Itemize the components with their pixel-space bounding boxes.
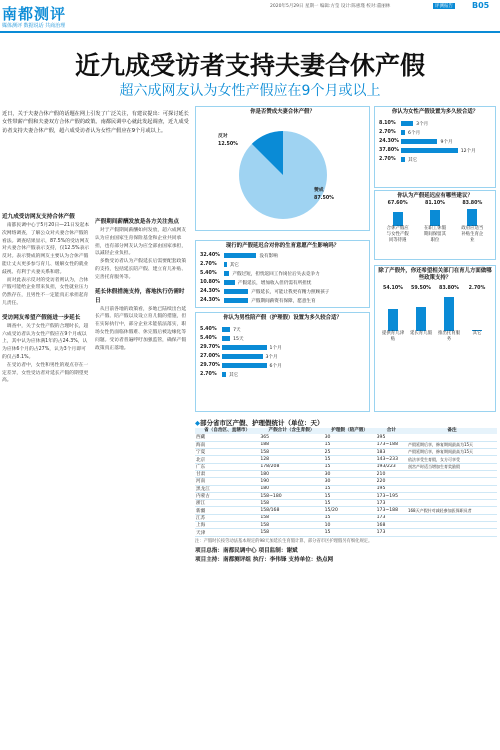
bar-value: 27.00% (200, 354, 220, 359)
body-text: 而对此表示反对的受访者则认为，合休产假可能给企业带来负担，女性就业压力仍然存在，且男性不一定能真正承担起育儿责任。 (2, 277, 89, 306)
pie-value-support: 87.50% (314, 196, 334, 201)
bar-track (444, 291, 454, 331)
bar-value: 2.70% (379, 130, 396, 135)
table-cell: 15 (324, 485, 376, 492)
bar-mark (222, 363, 267, 368)
page-meta: 2020年5月29日 星期一 编辑:方莹 设计:陈惠瑾 校对:董丽林 (270, 4, 391, 9)
table-cell: 15 (324, 456, 376, 463)
bar-row (200, 352, 365, 361)
bar-value: 10.80% (200, 280, 220, 285)
bar-mark (401, 139, 437, 144)
bar-chart-fertility-impact (195, 240, 370, 308)
table-cell: 158/168 (259, 507, 323, 514)
table-row (195, 441, 497, 448)
bar-column (436, 286, 462, 343)
bar-value: 5.40% (200, 336, 217, 341)
bar-value: 24.30% (379, 139, 399, 144)
bar-value: 2.70% (379, 157, 396, 162)
bar-track (393, 206, 403, 226)
table-cell: 依法享受生育假，女方可享受 (407, 456, 497, 463)
bar-row (200, 325, 365, 334)
table-cell (407, 514, 497, 521)
table-row (195, 529, 497, 536)
table-cell: 168 (376, 522, 407, 529)
bar-mark (222, 372, 226, 377)
bar-value: 37.80% (379, 148, 399, 153)
bar-value: 2.70% (200, 262, 217, 267)
table-row (195, 478, 497, 485)
table-cell: 15 (324, 463, 376, 470)
bar-label: 12个月 (460, 148, 476, 154)
bar-value: 5.40% (200, 271, 217, 276)
table-cell: 25 (324, 449, 376, 456)
bar-value: 83.80% (439, 286, 459, 291)
bar-row (379, 155, 491, 164)
bar-row (379, 137, 491, 146)
bar-value: 5.40% (200, 327, 217, 332)
table-cell: 188 (259, 441, 323, 448)
bar-track (430, 206, 440, 226)
bar-row (200, 278, 365, 287)
table-cell: 173~188 (376, 441, 407, 448)
bar-label: 6个月 (269, 363, 282, 369)
bar-label: 9个月 (440, 139, 453, 145)
table-cell (407, 522, 497, 529)
subheadline: 超六成网友认为女性产假应在9个月或以上 (119, 83, 381, 99)
table-cell: 168天产假针对减轻参加医保职员者 (407, 507, 497, 514)
table-cell: 173~188 (376, 507, 407, 514)
bar-row (379, 119, 491, 128)
table-cell: 15/20 (324, 507, 376, 514)
column-logo: 南都测评 (2, 5, 67, 23)
chart-title: 你认为产假延迟应有哪些建议？ (397, 193, 473, 199)
bar-label: 其它 (229, 372, 239, 378)
table-cell: 上海 (195, 522, 259, 529)
section-heading: 延长休假措施支持，落地执行仍需时日 (95, 288, 185, 304)
section-heading: 近九成受访网友支持合休产假 (2, 214, 75, 220)
table-cell: 15 (324, 529, 376, 536)
table-header-cell: 合计 (376, 428, 407, 434)
table-cell: 河南 (195, 478, 259, 485)
table-cell: 30 (324, 478, 376, 485)
table-cell: 183 (376, 449, 407, 456)
bar-value: 2.70% (200, 372, 217, 377)
table-cell: 365 (259, 434, 323, 441)
table-header-cell: 产假合计（含生育假） (259, 428, 323, 434)
section-heading: 受访网友希望产假能进一步延长 (2, 314, 81, 321)
table-note: 注：产假时长按劳动法基本规定的98天加延长生育假计算，部分省市区护理假另有细化规定。 (195, 538, 373, 544)
table-cell: 内蒙古 (195, 492, 259, 499)
body-text: 调查中，关于女性产假的合理时长，超六成受访者认为女性产假应在9个月或以上，其中认为应休满1年的占24.3%，认为应休6个月的占27%，认为3个月即可的仅占8.1%。 (2, 323, 89, 360)
table-cell: 128 (259, 456, 323, 463)
section-badge: 评测报告 (435, 4, 453, 9)
body-text: 对于产假期间薪酬如何发放，超六成网友认为应由国家生育保险基金和企业共同承担，也有部分网友认为应全部由国家承担，以减轻企业负担。 (95, 228, 187, 257)
statistics-table-panel (195, 418, 497, 565)
bar-mark (224, 298, 248, 303)
middle-column (95, 218, 187, 352)
column-slogan: 媒体测评 数据说话 共商治理 (2, 23, 66, 29)
bar-mark (224, 253, 256, 258)
table-cell: 甘肃 (195, 470, 259, 477)
credits-line1: 项目总指：南都民调中心 项目监制：谢斌 (195, 547, 298, 554)
bar-chart-maternity-length (374, 106, 496, 188)
bar-value: 2.70% (468, 286, 486, 291)
table-row (195, 470, 497, 477)
table-row (195, 500, 497, 507)
bar-mark (393, 212, 403, 226)
table-row (195, 514, 497, 521)
bar-mark (430, 210, 440, 226)
table-cell (407, 434, 497, 441)
bar-mark (224, 271, 229, 276)
left-column (2, 213, 90, 385)
table-cell (407, 529, 497, 536)
table-row (195, 485, 497, 492)
chart-title: 除了产假外，你还希望相关部门在育儿方面做哪些政策支持？ (378, 268, 492, 281)
bar-label: 没有影响 (259, 253, 278, 259)
table-cell: 30 (324, 434, 376, 441)
bar-caption: 其它 (472, 331, 482, 336)
bar-mark (222, 327, 230, 332)
lead-paragraph: 近日，关于夫妻合休产假的话题在网上引发了广泛关注，有建议提出：可探讨延长女性带薪产假和夫妻双方合休产假的政策。南都民调中心就此发起调查，近九成受访者支持夫妻合休产假，超六成受访者认为女性产假应在9个月或以上。 (2, 111, 189, 134)
bar-mark (444, 297, 454, 331)
body-text: 在受访者中，女性和男性的观点存在一定差异，女性受访者对延长产假的期望更高。 (2, 362, 89, 384)
table-cell (407, 485, 497, 492)
headline: 近九成受访者支持夫妻合休产假 (74, 51, 425, 80)
bar-mark (401, 121, 413, 126)
table-title-text: 部分省市区产假、护理假统计（单位：天） (200, 419, 324, 427)
bar-mark (467, 209, 477, 226)
bar-label: 产假延长，可能让我更有精力照顾孩子 (251, 289, 330, 295)
bar-caption: 提供育儿津贴 (382, 331, 404, 342)
bar-mark (224, 262, 227, 267)
bar-label: 其它 (408, 157, 418, 163)
table-cell: 宁夏 (195, 449, 259, 456)
table-cell: 30 (324, 470, 376, 477)
bar-value: 81.10% (424, 201, 445, 206)
chart-title: 你认为男性陪产假（护理假）设置为多久较合适？ (223, 315, 342, 321)
bar-column (380, 286, 406, 343)
bar-column (422, 201, 448, 244)
table-cell: 173 (376, 514, 407, 521)
bar-mark (224, 280, 235, 285)
table-cell: 剖宫产时适当增加生育奖励假 (407, 463, 497, 470)
bar-row (379, 146, 491, 155)
bar-row (200, 251, 365, 260)
table-cell: 143~233 (376, 456, 407, 463)
bar-column (464, 286, 490, 343)
bar-mark (222, 336, 230, 341)
bar-column (408, 286, 434, 343)
bar-track (467, 206, 477, 226)
table-cell: 180 (259, 485, 323, 492)
bar-label: 6个月 (408, 130, 421, 136)
table-row (195, 507, 497, 514)
table-row (195, 522, 497, 529)
table-row (195, 456, 497, 463)
bar-caption: 在职工休假期间保留其职位 (424, 226, 446, 243)
bar-row (200, 343, 365, 352)
bar-label: 产假过短，担忧返回工作岗位后失去竞争力 (232, 271, 320, 277)
table-cell (407, 500, 497, 507)
table-cell (407, 478, 497, 485)
bar-row (379, 128, 491, 137)
bar-label: 产假延长，增加收入但仍需有所担忧 (237, 280, 312, 286)
table-cell (407, 470, 497, 477)
bar-caption: 延长育儿假 (410, 331, 432, 336)
bar-column (385, 201, 411, 244)
chart-title: 你认为女性产假设置为多久较合适？ (391, 109, 479, 115)
body-text: 南都民调中心于5月20日—21日发起本次网络调查，了解公众对夫妻合休产假的看法。调查结果显示，87.5%的受访网友对夫妻合休产假表示支持，仅12.5%表示反对。表示赞成的网友主要认为合休产假能让丈夫更多参与育儿、缓解女性的就业歧视、有利于夫妻关系和谐。 (2, 223, 90, 275)
bar-label: 15天 (233, 336, 244, 342)
bar-row (200, 260, 365, 269)
bar-row (200, 334, 365, 343)
table-cell: 15 (324, 500, 376, 507)
bar-value: 24.30% (200, 298, 220, 303)
table-cell: 158 (259, 529, 323, 536)
table-row (195, 449, 497, 456)
pie-value-oppose: 12.50% (218, 142, 238, 147)
table-cell: 158 (259, 522, 323, 529)
table-cell: 西藏 (195, 434, 259, 441)
bar-caption: 推出托育服务 (438, 331, 460, 342)
bar-value: 83.80% (462, 201, 483, 206)
bar-mark (224, 289, 248, 294)
table-header-cell: 省（自治区、直辖市） (195, 428, 259, 434)
table-cell: 产假延期后享，修复期间最高为15天 (407, 441, 497, 448)
bar-label: 3个月 (416, 121, 429, 127)
bar-value: 24.30% (200, 289, 220, 294)
bar-track (416, 291, 426, 331)
table-cell: 15 (324, 441, 376, 448)
table-cell: 黑龙江 (195, 485, 259, 492)
table-cell: 173 (376, 500, 407, 507)
table-row (195, 492, 497, 499)
table-cell: 新疆 (195, 507, 259, 514)
section-heading: 产假期间薪酬发放是各方关注焦点 (95, 219, 179, 225)
bar-value: 29.70% (200, 363, 220, 368)
table-cell: 15 (324, 492, 376, 499)
table-header-cell: 护理假（陪产假） (324, 428, 376, 434)
statistics-table (195, 428, 497, 537)
body-text: 从目前各地的政策看，多地已陆续出台延长产假、陪产假以及设立育儿假的措施，但在实际执行中，部分企业未能依法落实，职场女性仍面临休假难、休完假后被边缘化等问题。受访者普遍呼吁加强监管，确保产假政策真正落地。 (95, 306, 187, 351)
bar-mark (416, 307, 426, 331)
bar-chart-suggestions (374, 190, 496, 260)
table-cell: 158~180 (259, 492, 323, 499)
bar-caption: 合休产假应与女性产假同等待遇 (386, 226, 409, 243)
bar-row (200, 287, 365, 296)
bar-value: 29.70% (200, 345, 220, 350)
table-cell: 158 (259, 514, 323, 521)
table-cell: 193/223 (376, 463, 407, 470)
table-cell: 178/208 (259, 463, 323, 470)
table-cell: 158 (259, 449, 323, 456)
table-cell (407, 492, 497, 499)
table-cell: 江苏 (195, 514, 259, 521)
page-number: B05 (472, 1, 490, 10)
bar-mark (222, 354, 263, 359)
pie-chart-panel (195, 106, 370, 231)
table-cell: 220 (376, 478, 407, 485)
table-cell: 395 (376, 434, 407, 441)
table-cell: 海南 (195, 441, 259, 448)
bar-label: 其它 (229, 262, 239, 268)
body-text: 多数受访者认为产假延长后需要配套政策的支持，包括延长陪产假、建立育儿补贴、完善托育服务等。 (95, 259, 187, 280)
bar-value: 8.10% (379, 121, 396, 126)
table-cell: 广东 (195, 463, 259, 470)
chart-title: 现行的产假延迟合对你的生育意愿产生影响吗？ (225, 243, 340, 249)
bar-mark (222, 345, 267, 350)
table-cell: 180 (259, 470, 323, 477)
bar-mark (401, 157, 405, 162)
bar-row (200, 361, 365, 370)
table-cell: 10 (324, 522, 376, 529)
table-header-cell: 备注 (407, 428, 497, 434)
bar-value: 32.40% (200, 253, 220, 258)
pie-label-support: 赞成 (314, 188, 324, 193)
table-header-row (195, 428, 497, 434)
table-cell: 173~195 (376, 492, 407, 499)
table-row (195, 434, 497, 441)
bullet-icon: ◆ (195, 419, 200, 427)
bar-value: 59.50% (411, 286, 431, 291)
table-cell: 15 (324, 514, 376, 521)
bar-chart-policy-support (374, 265, 496, 412)
table-cell: 浙江 (195, 500, 259, 507)
table-cell: 北京 (195, 456, 259, 463)
table-cell: 产假延期后享，修复期间最高为15天 (407, 449, 497, 456)
bar-label: 7天 (233, 327, 241, 333)
bar-mark (401, 148, 458, 153)
table-title (195, 418, 497, 428)
header-rule (0, 31, 500, 33)
table-cell: 天津 (195, 529, 259, 536)
bar-mark (401, 130, 405, 135)
bar-row (200, 370, 365, 379)
table-cell: 210 (376, 470, 407, 477)
table-cell: 173 (376, 529, 407, 536)
bar-chart-paternity-length (195, 312, 370, 412)
table-cell: 158 (259, 500, 323, 507)
bar-value: 54.10% (383, 286, 403, 291)
table-cell: 190 (259, 478, 323, 485)
bar-value: 67.60% (387, 201, 408, 206)
bar-label: 1个月 (269, 345, 282, 351)
bar-column (459, 201, 485, 244)
table-cell: 195 (376, 485, 407, 492)
bar-caption: 政府应适当补贴生育企业 (461, 226, 484, 243)
credits-line2: 项目主持：南都测评组 执行：李伟锋 支持单位：热点网 (195, 556, 334, 563)
bar-track (472, 291, 482, 331)
pie-label-oppose: 反对 (218, 134, 228, 139)
bar-label: 3个月 (265, 354, 278, 360)
bar-track (388, 291, 398, 331)
bar-mark (388, 309, 398, 331)
table-row (195, 463, 497, 470)
bar-row (200, 296, 365, 305)
chart-title: 你是否赞成夫妻合休产假？ (250, 109, 315, 115)
bar-label: 产假期间薪资有保障，愿意生育 (251, 298, 316, 304)
bar-row (200, 269, 365, 278)
